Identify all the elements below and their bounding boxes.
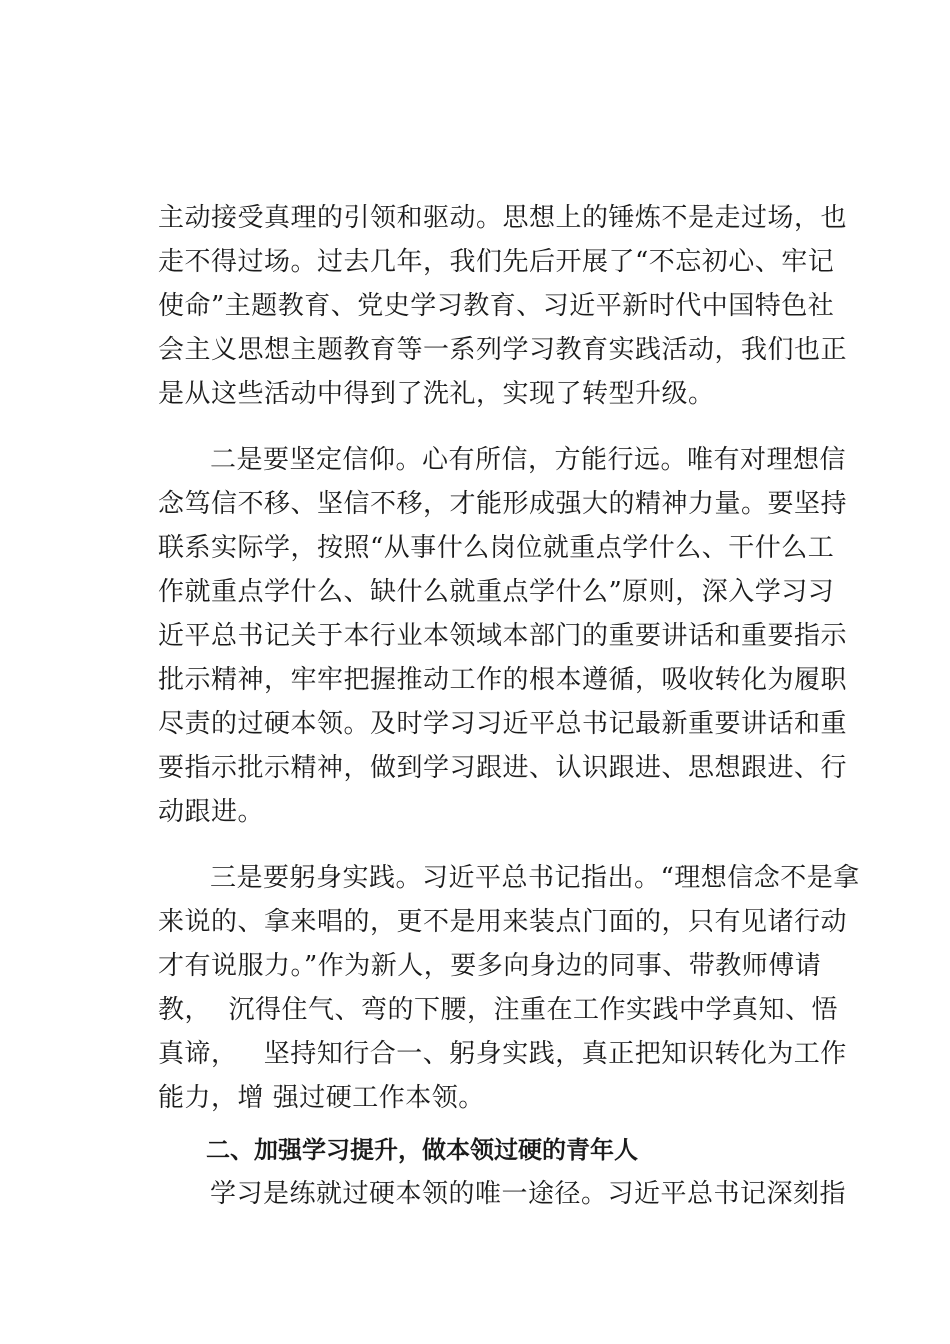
text-line: 要指示批示精神，做到学习跟进、认识跟进、思想跟进、行 [158,753,848,783]
paragraph-spacer [158,416,822,438]
text-line: 是从这些活动中得到了洗礼，实现了转型升级。 [158,379,715,409]
text-line: 念笃信不移、坚信不移，才能形成强大的精神力量。要坚持 [158,489,848,519]
text-line: 能力，增 强过硬工作本领。 [158,1083,485,1113]
text-line: 主动接受真理的引领和驱动。思想上的锤炼不是走过场，也 [158,203,848,233]
text-line: 会主义思想主题教育等一系列学习教育实践活动，我们也正 [158,335,848,365]
text-line: 近平总书记关于本行业本领域本部门的重要讲话和重要指示 [158,621,848,651]
text-line: 走不得过场。过去几年，我们先后开展了“不忘初心、牢记 [158,247,835,277]
paragraph-spacer [158,834,822,856]
text-line: 使命”主题教育、党史学习教育、习近平新时代中国特色社 [158,291,835,321]
paragraph-2 [158,438,848,834]
text-line: 批示精神，牢牢把握推动工作的根本遵循，吸收转化为履职 [158,665,848,695]
text-line: 二是要坚定信仰。心有所信，方能行远。唯有对理想信 [210,445,847,475]
text-line: 作就重点学什么、缺什么就重点学什么”原则，深入学习习 [158,577,835,607]
paragraph-3 [158,856,860,1120]
text-line: 联系实际学，按照“从事什么岗位就重点学什么、干什么工 [158,533,835,563]
paragraph-1 [158,196,848,416]
text-line: 三是要躬身实践。习近平总书记指出。“理想信念不是拿 [210,863,860,893]
text-line: 学习是练就过硬本领的唯一途径。习近平总书记深刻指 [210,1179,847,1209]
document-page [158,196,860,1216]
section-heading: 二、加强学习提升，做本领过硬的青年人 [206,1136,638,1164]
text-line: 动跟进。 [158,797,265,827]
text-line: 才有说服力。”作为新人，要多向身边的同事、带教师傅请 [158,951,822,981]
text-line: 尽责的过硬本领。及时学习习近平总书记最新重要讲话和重 [158,709,848,739]
text-line: 真谛， 坚持知行合一、躬身实践，真正把知识转化为工作 [158,1039,847,1069]
text-line: 教， 沉得住气、弯的下腰，注重在工作实践中学真知、悟 [158,995,839,1025]
text-line: 来说的、拿来唱的，更不是用来装点门面的，只有见诸行动 [158,907,848,937]
